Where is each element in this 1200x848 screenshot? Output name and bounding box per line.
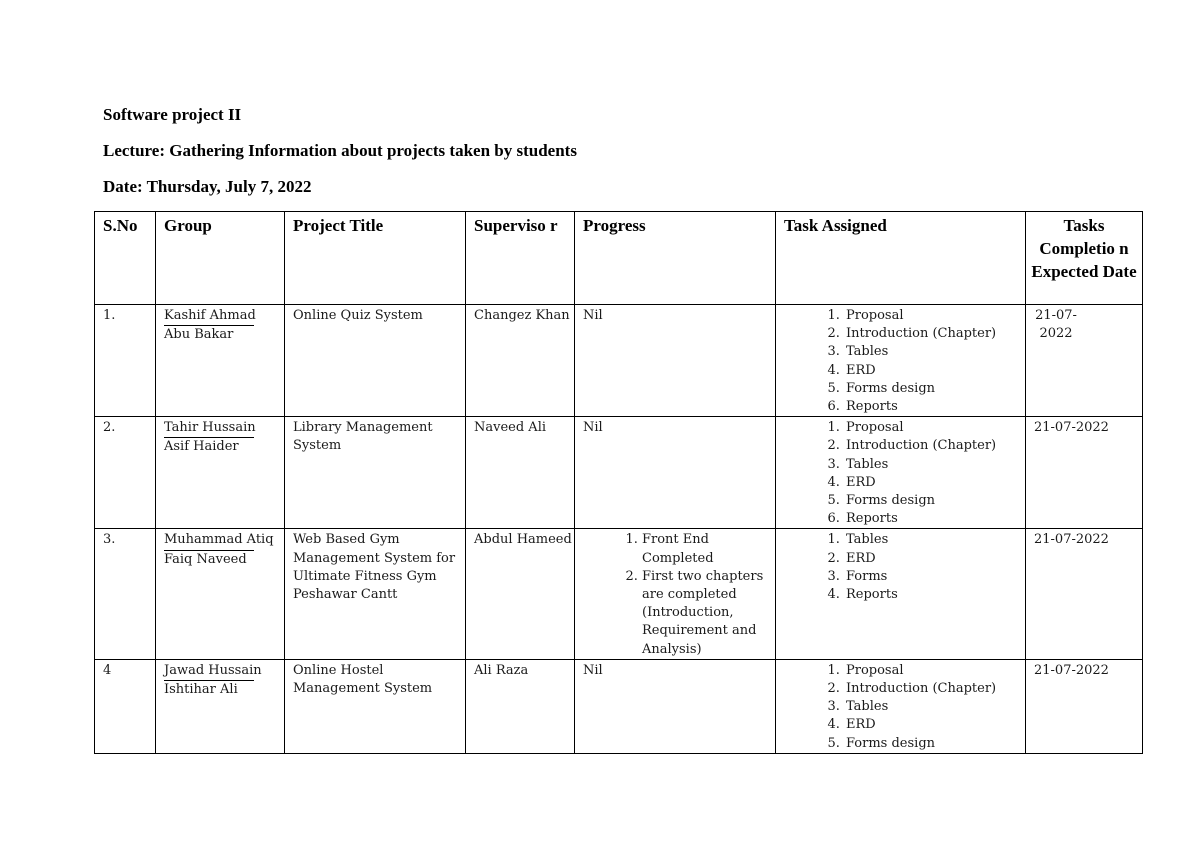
task-item: 4. ERD — [844, 474, 1025, 492]
cell-project-title: Online Quiz System — [285, 305, 466, 417]
task-item: 1. Proposal — [844, 307, 1025, 325]
cell-sno: 1. — [95, 305, 156, 417]
table-row — [95, 659, 1143, 753]
task-item: 6. Reports — [844, 398, 1025, 416]
progress-item: 2. First two chapters are completed (Introduction, Requirement and Analysis) — [642, 568, 775, 659]
task-item: 2. Introduction (Chapter) — [844, 437, 1025, 455]
cell-completion-date — [1026, 529, 1143, 659]
cell-tasks — [776, 417, 1026, 529]
date-heading: Date: Thursday, July 7, 2022 — [103, 177, 312, 196]
header-group: Group — [156, 212, 285, 305]
cell-project-title: Online Hostel Management System — [285, 659, 466, 753]
table-row — [95, 529, 1143, 659]
progress-item: 1. Front End Completed — [642, 531, 775, 567]
task-item: 1. Proposal — [844, 419, 1025, 437]
group-member: Asif Haider — [164, 439, 239, 455]
cell-completion-date — [1026, 659, 1143, 753]
completion-date: 21-07-2022 — [1035, 308, 1077, 342]
task-item: 3. Tables — [844, 456, 1025, 474]
task-item: 6. Reports — [844, 510, 1025, 528]
task-item: 4. Reports — [844, 586, 1025, 604]
cell-completion-date — [1026, 305, 1143, 417]
task-item: 3. Tables — [844, 698, 1025, 716]
task-item: 5. Forms design — [844, 735, 1025, 753]
cell-supervisor: Abdul Hameed — [466, 529, 575, 659]
cell-group — [156, 659, 285, 753]
cell-project-title: Web Based Gym Management System for Ultimate Fitness Gym Peshawar Cantt — [285, 529, 466, 659]
cell-tasks — [776, 529, 1026, 659]
group-member: Ishtihar Ali — [164, 682, 238, 698]
completion-date: 21-07-2022 — [1034, 532, 1109, 548]
group-member: Tahir Hussain — [164, 419, 254, 438]
cell-progress: Nil — [575, 659, 776, 753]
cell-progress — [575, 529, 776, 659]
cell-completion-date — [1026, 417, 1143, 529]
cell-progress: Nil — [575, 305, 776, 417]
header-project-title: Project Title — [285, 212, 466, 305]
task-list — [784, 662, 1025, 753]
task-item: 1. Tables — [844, 531, 1025, 549]
group-member: Kashif Ahmad — [164, 307, 254, 326]
table-row — [95, 417, 1143, 529]
cell-supervisor: Ali Raza — [466, 659, 575, 753]
group-member: Faiq Naveed — [164, 551, 247, 567]
document-title: Software project II — [103, 105, 242, 124]
group-member: Jawad Hussain — [164, 662, 254, 681]
progress-list — [583, 531, 775, 658]
task-item: 1. Proposal — [844, 662, 1025, 680]
cell-supervisor: Changez Khan — [466, 305, 575, 417]
cell-group — [156, 305, 285, 417]
task-list — [784, 307, 1025, 416]
task-list — [784, 531, 1025, 604]
group-member: Muhammad Atiq — [164, 531, 254, 550]
table-header-row — [95, 212, 1143, 305]
completion-date: 21-07-2022 — [1034, 662, 1109, 678]
cell-supervisor: Naveed Ali — [466, 417, 575, 529]
cell-sno: 3. — [95, 529, 156, 659]
projects-table — [94, 211, 1143, 754]
task-item: 2. Introduction (Chapter) — [844, 325, 1025, 343]
task-list — [784, 419, 1025, 528]
header-completion-date: Tasks Completio n Expected Date — [1026, 212, 1143, 305]
header-task-assigned: Task Assigned — [776, 212, 1026, 305]
task-item: 3. Tables — [844, 343, 1025, 361]
task-item: 4. ERD — [844, 716, 1025, 734]
cell-group — [156, 529, 285, 659]
header-progress: Progress — [575, 212, 776, 305]
lecture-heading: Lecture: Gathering Information about projects taken by students — [103, 141, 577, 160]
cell-progress: Nil — [575, 417, 776, 529]
completion-date: 21-07-2022 — [1034, 420, 1109, 436]
table-row — [95, 305, 1143, 417]
group-member: Abu Bakar — [164, 327, 234, 343]
task-item: 4. ERD — [844, 362, 1025, 380]
cell-group — [156, 417, 285, 529]
cell-sno: 4 — [95, 659, 156, 753]
task-item: 3. Forms — [844, 568, 1025, 586]
cell-tasks — [776, 659, 1026, 753]
task-item: 5. Forms design — [844, 380, 1025, 398]
task-item: 5. Forms design — [844, 492, 1025, 510]
cell-sno: 2. — [95, 417, 156, 529]
header-sno: S.No — [95, 212, 156, 305]
header-supervisor: Superviso r — [466, 212, 575, 305]
cell-tasks — [776, 305, 1026, 417]
task-item: 2. Introduction (Chapter) — [844, 680, 1025, 698]
task-item: 2. ERD — [844, 550, 1025, 568]
cell-project-title: Library Management System — [285, 417, 466, 529]
